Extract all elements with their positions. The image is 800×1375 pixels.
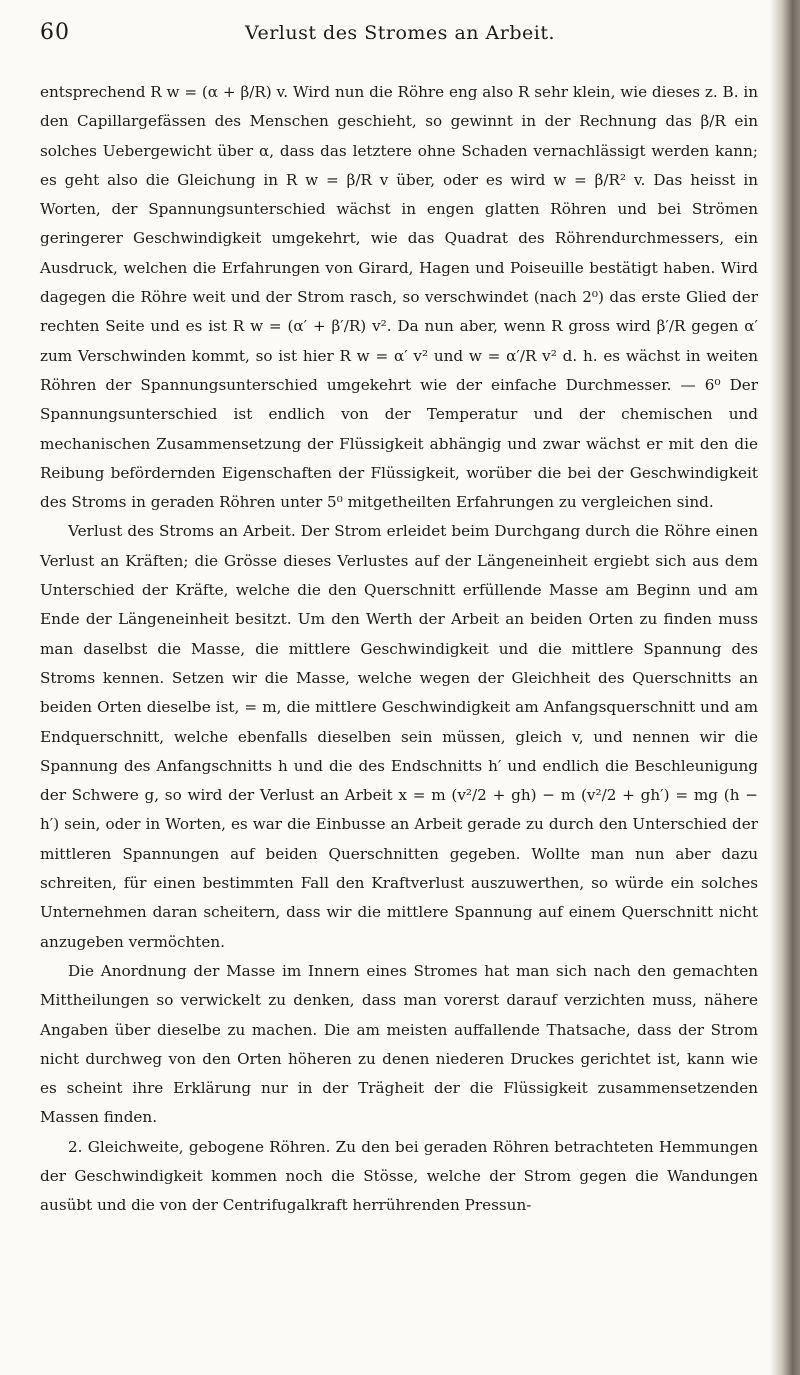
- body-text: [40, 78, 758, 1221]
- paragraph-spannungsunterschied: entsprechend R w = (α + β/R) v. Wird nun die Röhre eng also R sehr klein, wie dieses z. B. in den Capillargefässen des Menschen geschieht, so gewinnt in der Rechnung das β/R ein solches Uebergewicht über α, dass das letztere ohne Schaden vernachlässigt werden kann; es geht also die Gleichung in R w = β/R v über, oder es wird w = β/R² v. Das heisst in Worten, der Spannungsunterschied wächst in engen glatten Röhren und bei Strömen geringerer Geschwindigkeit umgekehrt, wie das Quadrat des Röhrendurchmessers, ein Ausdruck, welchen die Erfahrungen von Girard, Hagen und Poiseuille bestätigt haben. Wird dagegen die Röhre weit und der Strom rasch, so verschwindet (nach 2⁰) das erste Glied der rechten Seite und es ist R w = (α′ + β′/R) v². Da nun aber, wenn R gross wird β′/R gegen α′ zum Verschwinden kommt, so ist hier R w = α′ v² und w = α′/R v² d. h. es wächst in weiten Röhren der Spannungsunterschied umgekehrt wie der einfache Durchmesser. — 6⁰ Der Spannungsunterschied ist endlich von der Temperatur und der chemischen und mechanischen Zusammensetzung der Flüssigkeit abhängig und zwar wächst er mit den die Reibung befördernden Eigenschaften der Flüssigkeit, worüber die bei der Geschwindigkeit des Stroms in geraden Röhren unter 5⁰ mitgetheilten Erfahrungen zu vergleichen sind.: [40, 83, 758, 512]
- paragraph-verlust-an-arbeit: Verlust des Stroms an Arbeit. Der Strom erleidet beim Durchgang durch die Röhre einen Verlust an Kräften; die Grösse dieses Verlustes auf der Längeneinheit ergiebt sich aus dem Unterschied der Kräfte, welche die den Querschnitt erfüllende Masse am Beginn und am Ende der Längeneinheit besitzt. Um den Werth der Arbeit an beiden Orten zu finden muss man daselbst die Masse, die mittlere Geschwindigkeit und die mittlere Spannung des Stroms kennen. Setzen wir die Masse, welche wegen der Gleichheit des Querschnitts an beiden Orten dieselbe ist, = m, die mittlere Geschwindigkeit am Anfangsquerschnitt und am Endquerschnitt, welche ebenfalls dieselben sein müssen, gleich v, und nennen wir die Spannung des Anfangschnitts h und die des Endschnitts h′ und endlich die Beschleunigung der Schwere g, so wird der Verlust an Arbeit x = m (v²/2 + gh) − m (v²/2 + gh′) = mg (h − h′) sein, oder in Worten, es war die Einbusse an Arbeit gerade zu durch den Unterschied der mittleren Spannungen auf beiden Querschnitten gegeben. Wollte man nun aber dazu schreiten, für einen bestimmten Fall den Kraftverlust auszuwerthen, so würde ein solches Unternehmen daran scheitern, dass wir die mittlere Spannung auf einem Querschnitt nicht anzugeben vermöchten.: [40, 522, 758, 951]
- page-edge-shadow: [770, 0, 800, 1375]
- running-title: Verlust des Stromes an Arbeit.: [244, 22, 556, 44]
- page-header: [40, 20, 760, 50]
- paragraph-anordnung-der-masse: Die Anordnung der Masse im Innern eines Stromes hat man sich nach den gemachten Mittheilungen so verwickelt zu denken, dass man vorerst darauf verzichten muss, nähere Angaben über dieselbe zu machen. Die am meisten auffallende Thatsache, dass der Strom nicht durchweg von den Orten höheren zu denen niederen Druckes gerichtet ist, kann wie es scheint ihre Erklärung nur in der Trägheit der die Flüssigkeit zusammensetzenden Massen finden.: [40, 961, 758, 1127]
- page-number: 60: [40, 20, 70, 45]
- paragraph-gebogene-roehren: 2. Gleichweite, gebogene Röhren. Zu den bei geraden Röhren betrachteten Hemmungen der Geschwindigkeit kommen noch die Stösse, welche der Strom gegen die Wandungen ausübt und die von der Centrifugalkraft herrührenden Pressun-: [40, 1137, 758, 1215]
